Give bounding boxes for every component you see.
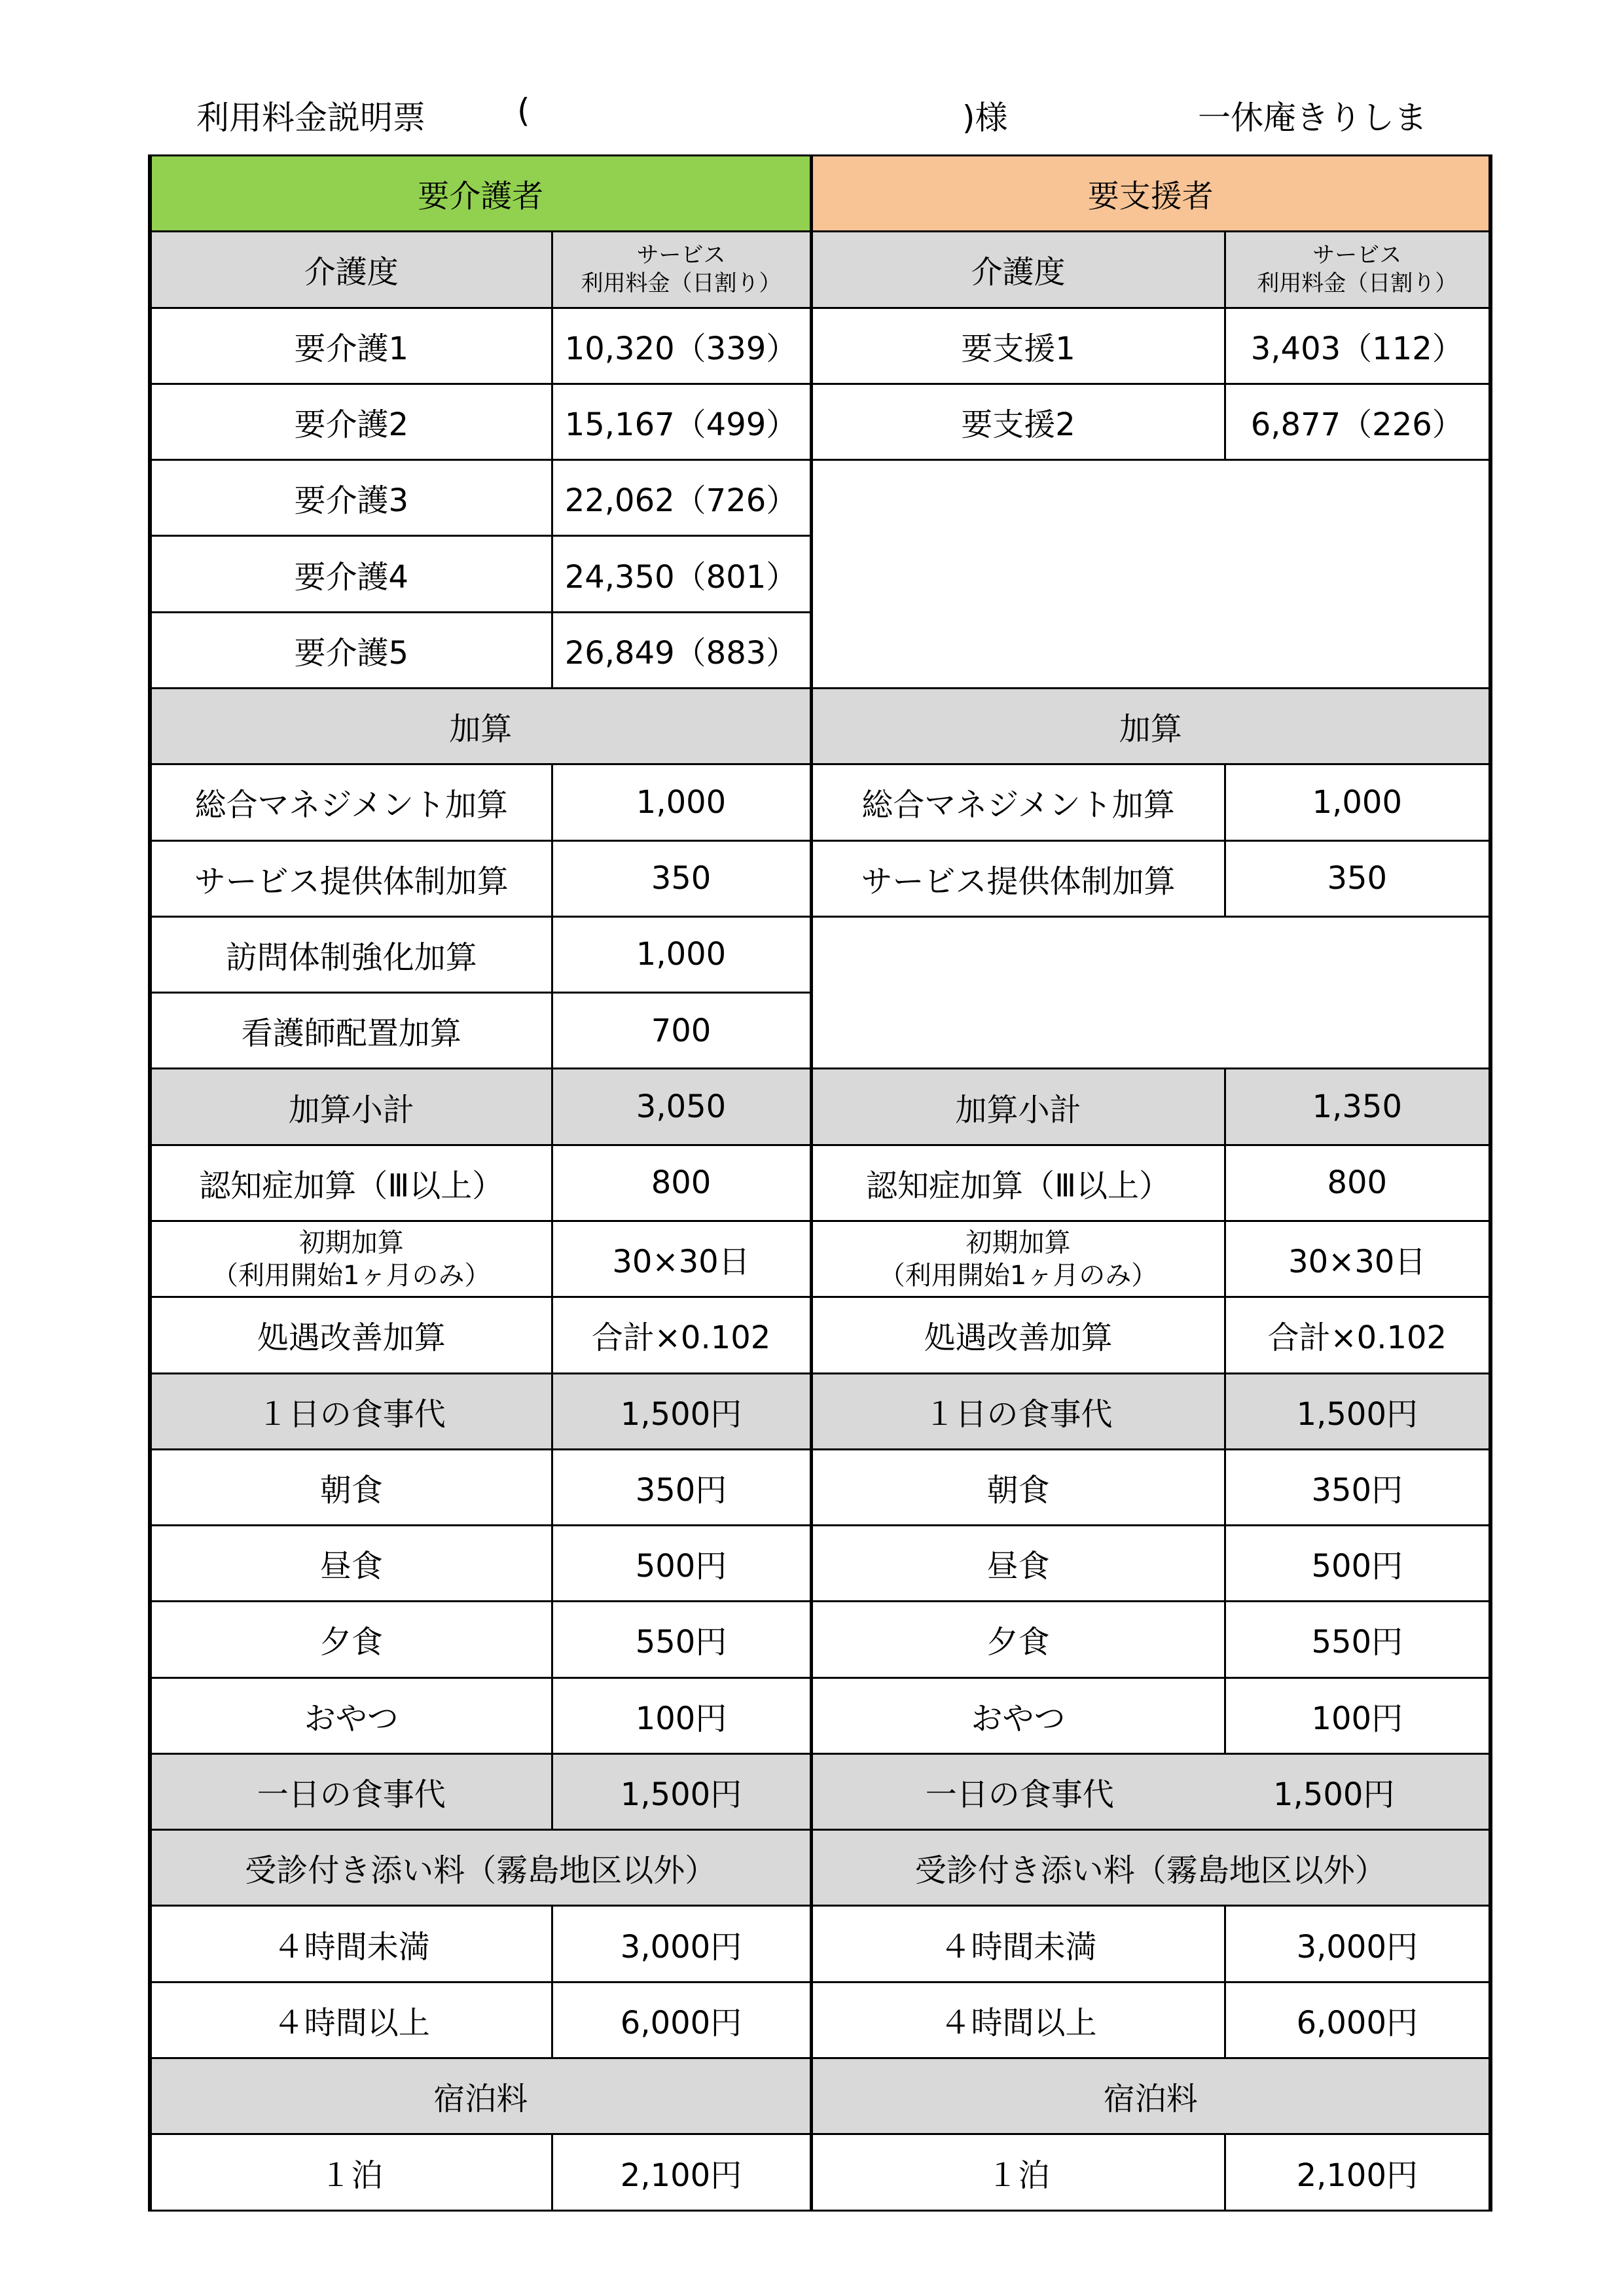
care-meal-label: 昼食	[150, 1526, 552, 1602]
support-meal-label: 夕食	[811, 1602, 1225, 1677]
support-meal-value: 350円	[1225, 1449, 1490, 1525]
table-row	[150, 1677, 1490, 1753]
care-meal-total-value: 1,500円	[552, 1753, 811, 1829]
care-level-label: 要介護5	[150, 612, 552, 688]
document-header	[190, 92, 1466, 144]
care-level-label: 要介護2	[150, 384, 552, 459]
care-meal-heading-value: 1,500円	[552, 1373, 811, 1449]
support-col-fee-line2: 利用料金（日割り）	[1257, 270, 1458, 296]
support-addon-label: サービス提供体制加算	[811, 840, 1225, 916]
support-meal-label: 昼食	[811, 1526, 1225, 1602]
care-lodging-heading: 宿泊料	[150, 2058, 811, 2134]
support-initial-label	[811, 1221, 1225, 1297]
table-row	[150, 840, 1490, 916]
support-initial-label-line1: 初期加算	[965, 1227, 1071, 1258]
table-row	[150, 2134, 1490, 2211]
care-meal-value: 100円	[552, 1677, 811, 1753]
table-row	[150, 1753, 1490, 1829]
support-addon-label: 総合マネジメント加算	[811, 764, 1225, 840]
support-subtotal-value: 1,350	[1225, 1069, 1490, 1145]
support-subtotal-label: 加算小計	[811, 1069, 1225, 1145]
care-addon-label: 訪問体制強化加算	[150, 916, 552, 992]
support-level-fee: 3,403（112）	[1225, 308, 1490, 384]
care-meal-value: 350円	[552, 1449, 811, 1525]
support-escort-label: ４時間以上	[811, 1982, 1225, 2058]
support-dementia-label: 認知症加算（Ⅲ以上）	[811, 1145, 1225, 1221]
support-heading: 要支援者	[811, 156, 1490, 232]
table-row	[150, 1221, 1490, 1297]
fee-table	[148, 154, 1492, 2212]
care-meal-label: 夕食	[150, 1602, 552, 1677]
care-lodging-label: １泊	[150, 2134, 552, 2211]
table-row	[150, 460, 1490, 536]
care-escort-value: 3,000円	[552, 1906, 811, 1982]
care-addon-label: 総合マネジメント加算	[150, 764, 552, 840]
table-row	[150, 384, 1490, 459]
care-initial-label	[150, 1221, 552, 1297]
care-dementia-label: 認知症加算（Ⅲ以上）	[150, 1145, 552, 1221]
support-level-label: 要支援2	[811, 384, 1225, 459]
care-level-label: 要介護4	[150, 536, 552, 612]
care-addon-value: 350	[552, 840, 811, 916]
support-meal-heading: １日の食事代	[811, 1373, 1225, 1449]
support-col-level: 介護度	[811, 232, 1225, 308]
table-row	[150, 1449, 1490, 1525]
care-addon-value: 1,000	[552, 764, 811, 840]
care-addon-value: 1,000	[552, 916, 811, 992]
care-meal-label: 朝食	[150, 1449, 552, 1525]
care-subtotal-label: 加算小計	[150, 1069, 552, 1145]
support-escort-heading: 受診付き添い料（霧島地区以外）	[811, 1830, 1490, 1906]
support-lodging-heading: 宿泊料	[811, 2058, 1490, 2134]
support-meal-label: おやつ	[811, 1677, 1225, 1753]
support-meal-value: 550円	[1225, 1602, 1490, 1677]
care-addon-value: 700	[552, 993, 811, 1069]
care-level-label: 要介護1	[150, 308, 552, 384]
table-row	[150, 1145, 1490, 1221]
recipient-close-paren: )様	[962, 99, 1008, 137]
table-row	[150, 1069, 1490, 1145]
care-col-fee-line2: 利用料金（日割り）	[581, 270, 782, 296]
care-escort-heading: 受診付き添い料（霧島地区以外）	[150, 1830, 811, 1906]
table-row	[150, 1982, 1490, 2058]
care-level-fee: 22,062（726）	[552, 460, 811, 536]
support-meal-total	[811, 1753, 1490, 1829]
support-addon-heading: 加算	[811, 688, 1490, 764]
support-meal-total-label: 一日の食事代	[925, 1776, 1114, 1814]
care-meal-heading: １日の食事代	[150, 1373, 552, 1449]
care-meal-total-label: 一日の食事代	[150, 1753, 552, 1829]
care-level-fee: 10,320（339）	[552, 308, 811, 384]
support-level-fee: 6,877（226）	[1225, 384, 1490, 459]
support-col-fee	[1225, 232, 1490, 308]
support-meal-total-value: 1,500円	[1273, 1776, 1395, 1814]
care-meal-value: 550円	[552, 1602, 811, 1677]
care-treatment-value: 合計×0.102	[552, 1297, 811, 1373]
facility-name: 一休庵きりしま	[1198, 99, 1427, 137]
support-meal-value: 500円	[1225, 1526, 1490, 1602]
care-level-fee: 26,849（883）	[552, 612, 811, 688]
care-dementia-value: 800	[552, 1145, 811, 1221]
support-levels-blank	[811, 460, 1490, 689]
table-row	[150, 1526, 1490, 1602]
care-meal-label: おやつ	[150, 1677, 552, 1753]
support-initial-value: 30×30日	[1225, 1221, 1490, 1297]
support-level-label: 要支援1	[811, 308, 1225, 384]
care-initial-label-line2: （利用開始1ヶ月のみ）	[212, 1260, 491, 1291]
care-heading: 要介護者	[150, 156, 811, 232]
care-addon-label: 看護師配置加算	[150, 993, 552, 1069]
care-lodging-value: 2,100円	[552, 2134, 811, 2211]
care-meal-value: 500円	[552, 1526, 811, 1602]
support-treatment-value: 合計×0.102	[1225, 1297, 1490, 1373]
care-escort-value: 6,000円	[552, 1982, 811, 2058]
care-col-fee	[552, 232, 811, 308]
support-lodging-label: １泊	[811, 2134, 1225, 2211]
care-initial-label-line1: 初期加算	[298, 1227, 404, 1258]
support-addons-blank	[811, 916, 1490, 1069]
care-col-level: 介護度	[150, 232, 552, 308]
support-lodging-value: 2,100円	[1225, 2134, 1490, 2211]
table-row	[150, 308, 1490, 384]
care-subtotal-value: 3,050	[552, 1069, 811, 1145]
table-row	[150, 1906, 1490, 1982]
support-meal-value: 100円	[1225, 1677, 1490, 1753]
support-addon-value: 350	[1225, 840, 1490, 916]
table-row	[150, 1602, 1490, 1677]
care-initial-value: 30×30日	[552, 1221, 811, 1297]
document-title: 利用料金説明票	[196, 99, 425, 137]
support-treatment-label: 処遇改善加算	[811, 1297, 1225, 1373]
support-escort-label: ４時間未満	[811, 1906, 1225, 1982]
support-escort-value: 3,000円	[1225, 1906, 1490, 1982]
support-initial-label-line2: （利用開始1ヶ月のみ）	[878, 1260, 1158, 1291]
support-addon-value: 1,000	[1225, 764, 1490, 840]
care-level-fee: 15,167（499）	[552, 384, 811, 459]
support-meal-heading-value: 1,500円	[1225, 1373, 1490, 1449]
care-addon-label: サービス提供体制加算	[150, 840, 552, 916]
table-row	[150, 916, 1490, 992]
care-level-label: 要介護3	[150, 460, 552, 536]
care-escort-label: ４時間未満	[150, 1906, 552, 1982]
care-treatment-label: 処遇改善加算	[150, 1297, 552, 1373]
support-meal-label: 朝食	[811, 1449, 1225, 1525]
care-escort-label: ４時間以上	[150, 1982, 552, 2058]
support-col-fee-line1: サービス	[1312, 242, 1402, 269]
table-row	[150, 1373, 1490, 1449]
care-col-fee-line1: サービス	[636, 242, 726, 269]
support-dementia-value: 800	[1225, 1145, 1490, 1221]
support-escort-value: 6,000円	[1225, 1982, 1490, 2058]
care-level-fee: 24,350（801）	[552, 536, 811, 612]
table-row	[150, 1297, 1490, 1373]
care-addon-heading: 加算	[150, 688, 811, 764]
table-row	[150, 764, 1490, 840]
recipient-open-paren: (	[517, 92, 530, 130]
